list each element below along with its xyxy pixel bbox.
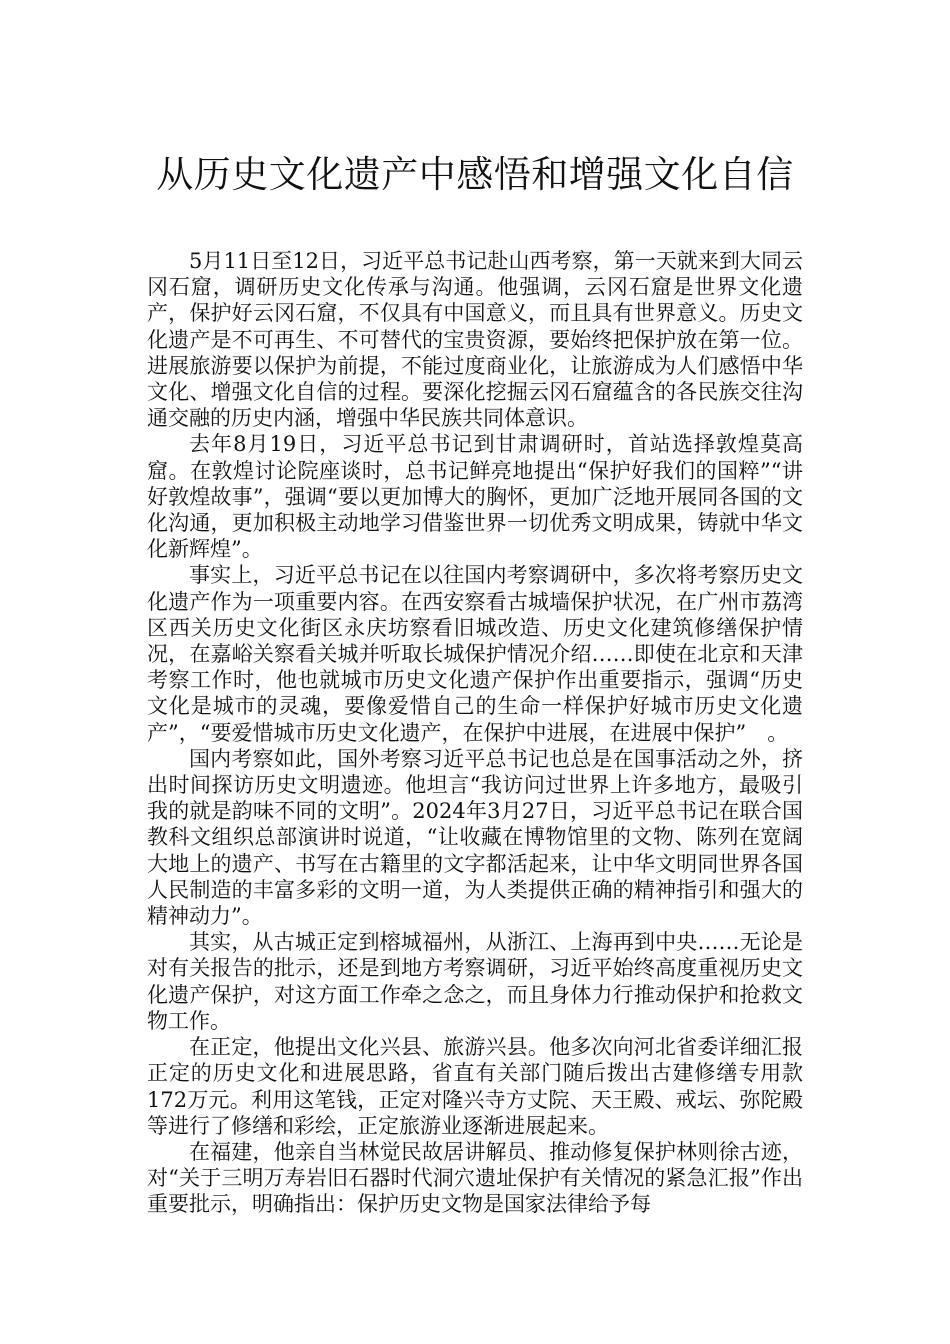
paragraph: 事实上，习近平总书记在以往国内考察调研中，多次将考察历史文化遗产作为一项重要内容。在西安察看古城墙保护状况，在广州市荔湾区西关历史文化街区永庆坊察看旧城改造、历史文化建筑修缮保护情况，在嘉峪关察看关城并听取长城保护情况介绍……即使在北京和天津考察工作时，他也就城市历史文化遗产保护作出重要指示，强调“历史文化是城市的灵魂，要像爱惜自己的生命一样保护好城市历史文化遗产”，“要爱惜城市历史文化遗产，在保护中进展，在进展中保护” 。 (147, 563, 803, 745)
document-title: 从历史文化遗产中感悟和增强文化自信 (156, 152, 794, 196)
document-body (147, 248, 803, 1218)
paragraph: 在正定，他提出文化兴县、旅游兴县。他多次向河北省委详细汇报正定的历史文化和进展思路，省直有关部门随后拨出古建修缮专用款172万元。利用这笔钱，正定对隆兴寺方丈院、天王殿、戒坛、弥陀殿等进行了修缮和彩绘，正定旅游业逐渐进展起来。 (147, 1035, 803, 1138)
paragraph: 其实，从古城正定到榕城福州，从浙江、上海再到中央……无论是对有关报告的批示，还是到地方考察调研，习近平始终高度重视历史文化遗产保护，对这方面工作牵之念之，而且身体力行推动保护和抢救文物工作。 (147, 930, 803, 1033)
paragraph: 去年8月19日，习近平总书记到甘肃调研时，首站选择敦煌莫高窟。在敦煌讨论院座谈时，总书记鲜亮地提出“保护好我们的国粹”“讲好敦煌故事”，强调“要以更加博大的胸怀，更加广泛地开展同各国的文化沟通，更加积极主动地学习借鉴世界一切优秀文明成果，铸就中华文化新辉煌”。 (147, 432, 803, 562)
paragraph: 国内考察如此，国外考察习近平总书记也总是在国事活动之外，挤出时间探访历史文明遗迹。他坦言“我访问过世界上许多地方，最吸引我的就是韵味不同的文明”。2024年3月27日，习近平总书记在联合国教科文组织总部演讲时说道，“让收藏在博物馆里的文物、陈列在宽阔大地上的遗产、书写在古籍里的文字都活起来，让中华文明同世界各国人民制造的丰富多彩的文明一道，为人类提供正确的精神指引和强大的精神动力”。 (147, 746, 803, 929)
paragraph: 在福建，他亲自当林觉民故居讲解员、推动修复保护林则徐古迹，对“关于三明万寿岩旧石器时代洞穴遗址保护有关情况的紧急汇报”作出重要批示，明确指出：保护历史文物是国家法律给予每 (147, 1139, 803, 1217)
paragraph: 5月11日至12日，习近平总书记赴山西考察，第一天就来到大同云冈石窟，调研历史文化传承与沟通。他强调，云冈石窟是世界文化遗产，保护好云冈石窟，不仅具有中国意义，而且具有世界意义。历史文化遗产是不可再生、不可替代的宝贵资源，要始终把保护放在第一位。进展旅游要以保护为前提，不能过度商业化，让旅游成为人们感悟中华文化、增强文化自信的过程。要深化挖掘云冈石窟蕴含的各民族交往沟通交融的历史内涵，增强中华民族共同体意识。 (147, 249, 803, 431)
